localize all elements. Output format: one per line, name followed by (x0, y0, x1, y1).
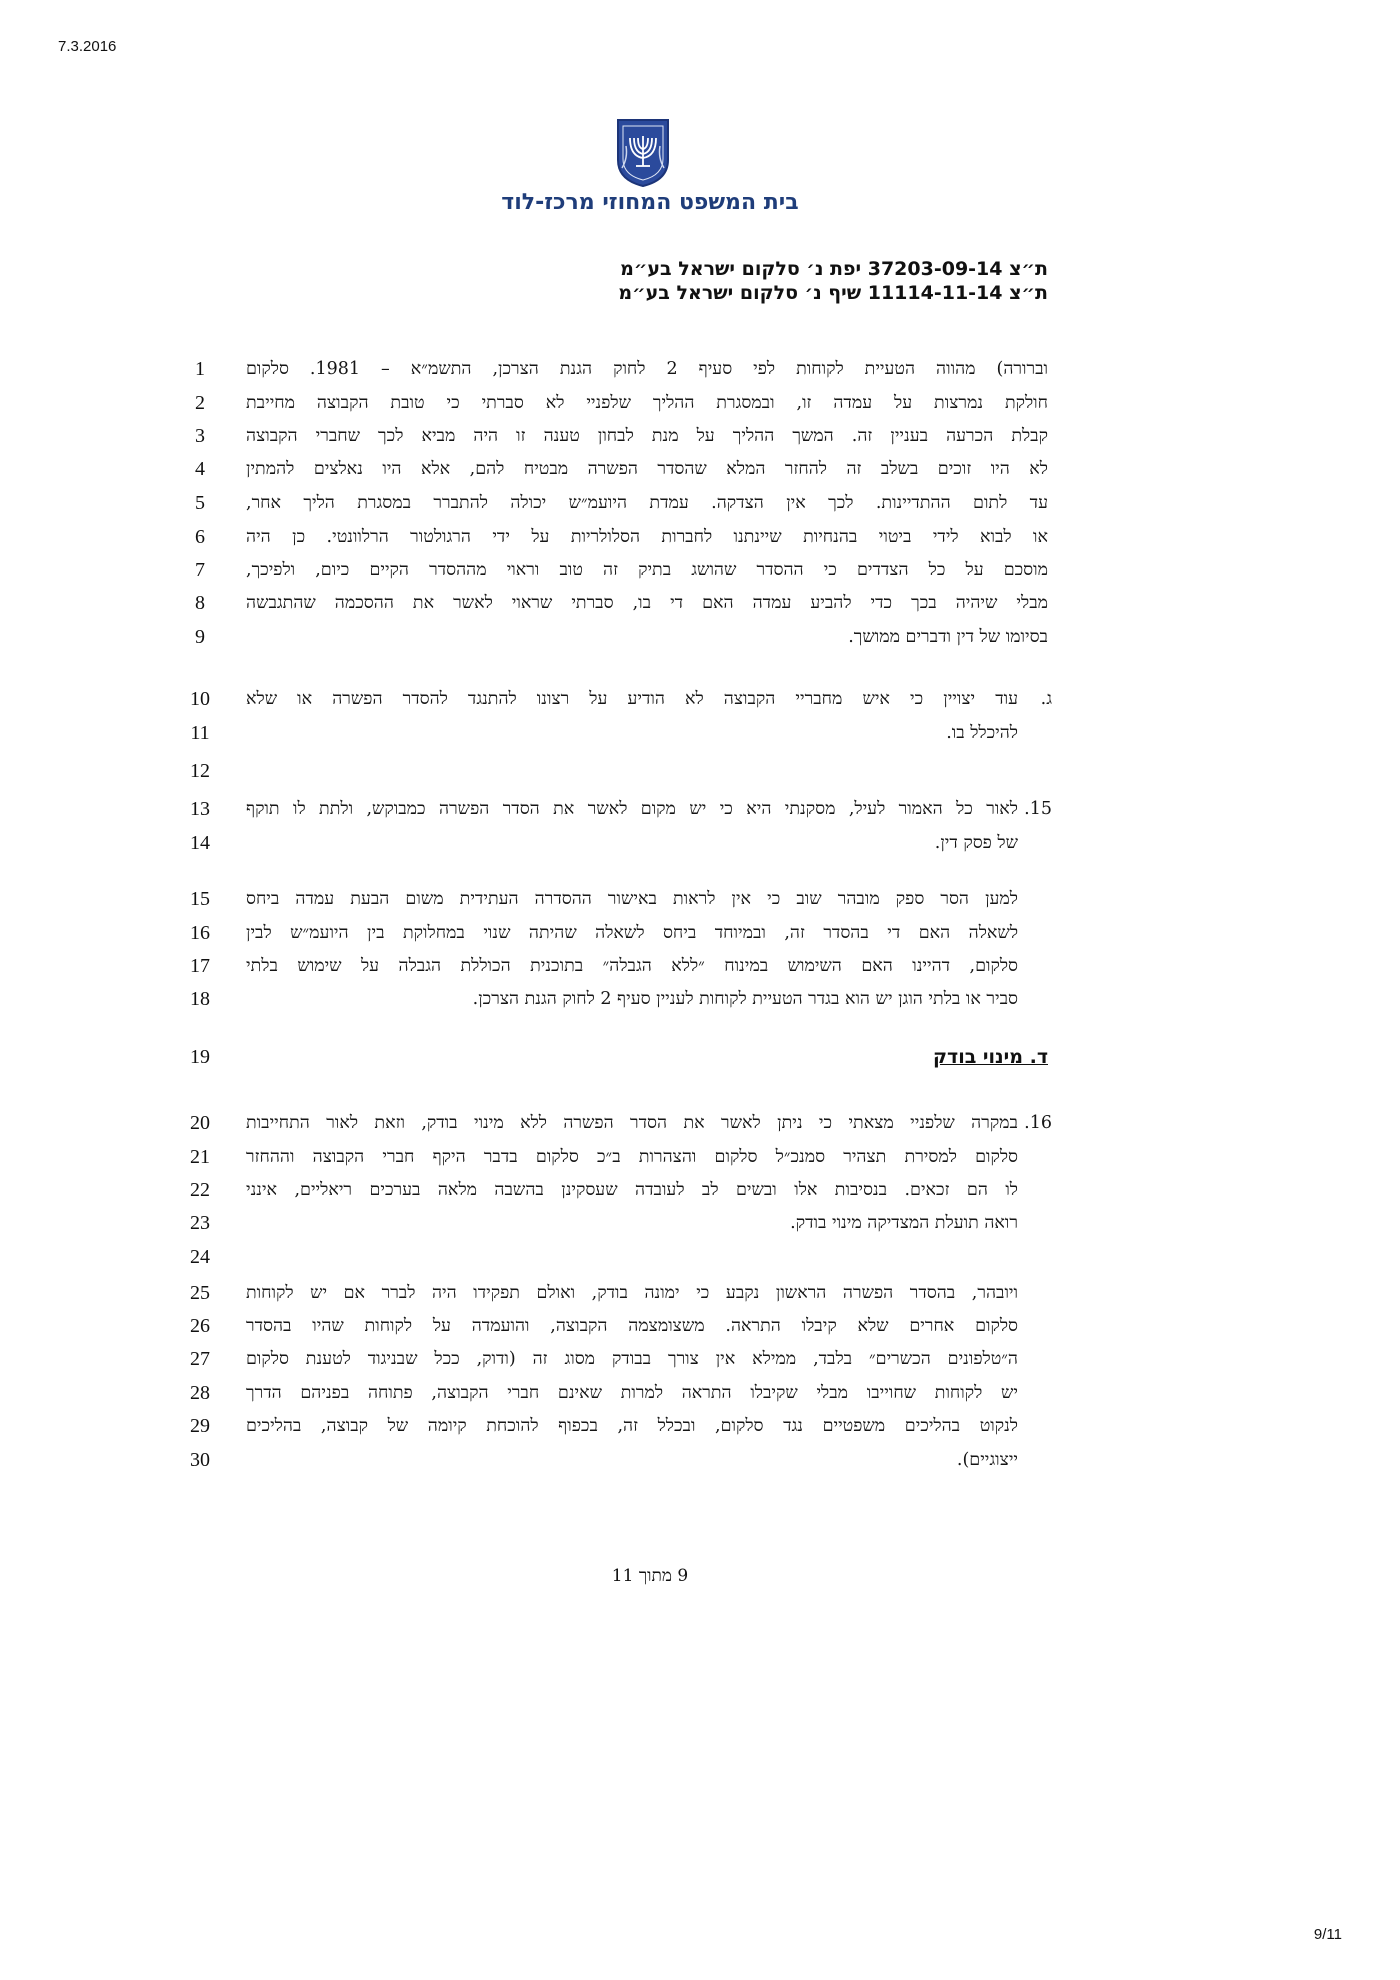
line-number: 23 (190, 1212, 210, 1234)
line-number: 24 (190, 1246, 210, 1268)
line-number: 18 (190, 988, 210, 1010)
line-number: 17 (190, 955, 210, 977)
body-text-line: לא היו זוכים בשלב זה להחזר המלא שהסדר הפשרה מבטיח להם, אלא היו נאלצים להמתין (246, 459, 1048, 479)
body-text-line: רואה תועלת המצדיקה מינוי בודק. (790, 1213, 1018, 1233)
body-text-line: וברורה) מהווה הטעיית לקוחות לפי סעיף 2 לחוק הגנת הצרכן, התשמ״א – 1981. סלקום (246, 359, 1048, 379)
body-text-line: חולקת נמרצות על עמדה זו, ובמסגרת ההליך שלפניי לא סברתי כי טובת הקבוצה מחייבת (246, 393, 1048, 413)
body-text-line: במקרה שלפניי מצאתי כי ניתן לאשר את הסדר הפשרה ללא מינוי בודק, וזאת לאור התחייבות (246, 1113, 1018, 1133)
paragraph-marker: ג. (1040, 689, 1052, 709)
body-text-line: סביר או בלתי הוגן יש הוא בגדר הטעיית לקוחות לעניין סעיף 2 לחוק הגנת הצרכן. (472, 989, 1018, 1009)
body-text-line: לנקוט בהליכים משפטיים נגד סלקום, ובכלל זה, בכפוף להוכחת קיומה של קבוצה, בהליכים (246, 1416, 1018, 1436)
section-heading: ד. מינוי בודק (933, 1046, 1048, 1068)
line-number: 28 (190, 1382, 210, 1404)
body-text-line: לאור כל האמור לעיל, מסקנתי היא כי יש מקום לאשר את הסדר הפשרה כמבוקש, ולתת לו תוקף (246, 799, 1018, 819)
page-footer: 9 מתוך 11 (611, 1566, 689, 1586)
body-text-line: עוד יצויין כי איש מחבריי הקבוצה לא הודיע על רצונו להתנגד להסדר הפשרה או שלא (246, 689, 1018, 709)
body-text-line: בסיומו של דין ודברים ממושך. (848, 627, 1048, 647)
print-date: 7.3.2016 (58, 38, 117, 55)
body-text-line: עד לתום ההתדיינות. לכך אין הצדקה. עמדת היועמ״ש יכולה להתברר במסגרת הליך אחר, (246, 493, 1048, 513)
page-counter: 9/11 (1313, 1926, 1342, 1943)
line-number: 2 (195, 392, 205, 414)
case-number-2: ת״צ 11114-11-14 שיף נ׳ סלקום ישראל בע״מ (618, 282, 1048, 304)
line-number: 29 (190, 1415, 210, 1437)
body-text-line: סלקום למסירת תצהיר סמנכ״ל סלקום והצהרות ב״כ סלקום בדבר היקף חברי הקבוצה וההחזר (246, 1147, 1018, 1167)
body-text-line: ה״טלפונים הכשרים״ בלבד, ממילא אין צורך בבודק מסוג זה (ודוק, ככל שבניגוד לטענת סלקום (246, 1349, 1018, 1369)
line-number: 9 (195, 626, 205, 648)
line-number: 20 (190, 1112, 210, 1134)
body-text-line: של פסק דין. (934, 833, 1018, 853)
body-text-line: מוסכם על כל הצדדים כי ההסדר שהושג בתיק זה טוב וראוי מההסדר הקיים כיום, ולפיכך, (246, 560, 1048, 580)
line-number: 22 (190, 1179, 210, 1201)
paragraph-number: 16. (1024, 1113, 1052, 1133)
body-text-line: ייצוגיים). (956, 1450, 1018, 1470)
line-number: 5 (195, 492, 205, 514)
body-text-line: סלקום, דהיינו האם השימוש במינוח ״ללא הגבלה״ בתוכנית הכוללת הגבלה על שימוש בלתי (246, 956, 1018, 976)
line-number: 10 (190, 688, 210, 710)
line-number: 19 (190, 1046, 210, 1068)
paragraph-number: 15. (1024, 799, 1052, 819)
body-text-line: מבלי שיהיה בכך כדי להביע עמדה האם די בו, סברתי שראוי לאשר את ההסכמה שהתגבשה (246, 593, 1048, 613)
line-number: 3 (195, 425, 205, 447)
body-text-line: למען הסר ספק מובהר שוב כי אין לראות באישור ההסדרה העתידית משום הבעת עמדה ביחס (246, 889, 1018, 909)
line-number: 8 (195, 592, 205, 614)
line-number: 1 (195, 358, 205, 380)
line-number: 16 (190, 922, 210, 944)
body-text-line: או לבוא לידי ביטוי בהנחיות שיינתנו לחברות הסלולריות על ידי הרגולטור הרלוונטי. כן היה (246, 527, 1048, 547)
line-number: 27 (190, 1348, 210, 1370)
body-text-line: קבלת הכרעה בעניין זה. המשך ההליך על מנת לבחון טענה זו היה מביא לכך שחברי הקבוצה (246, 426, 1048, 446)
body-text-line: סלקום אחרים שלא קיבלו התראה. משצומצמה הקבוצה, והועמדה על לקוחות שהיו בהסדר (246, 1316, 1018, 1336)
line-number: 25 (190, 1282, 210, 1304)
state-emblem-icon (614, 118, 672, 188)
line-number: 26 (190, 1315, 210, 1337)
line-number: 14 (190, 832, 210, 854)
line-number: 7 (195, 559, 205, 581)
line-number: 13 (190, 798, 210, 820)
line-number: 30 (190, 1449, 210, 1471)
line-number: 6 (195, 526, 205, 548)
court-name: בית המשפט המחוזי מרכז-לוד (501, 190, 799, 215)
line-number: 12 (190, 760, 210, 782)
body-text-line: יש לקוחות שחוייבו מבלי שקיבלו התראה למרות שאינם חברי הקבוצה, פתוחה בפניהם הדרך (246, 1383, 1018, 1403)
line-number: 11 (190, 722, 210, 744)
line-number: 4 (195, 458, 205, 480)
case-number-1: ת״צ 37203-09-14 יפת נ׳ סלקום ישראל בע״מ (620, 258, 1048, 280)
body-text-line: לשאלה האם די בהסדר זה, ובמיוחד ביחס לשאלה שהיתה שנוי במחלוקת בין היועמ״ש לבין (246, 923, 1018, 943)
body-text-line: להיכלל בו. (946, 723, 1018, 743)
line-number: 15 (190, 888, 210, 910)
body-text-line: ויובהר, בהסדר הפשרה הראשון נקבע כי ימונה בודק, ואולם תפקידו היה לברר אם יש לקוחות (246, 1283, 1018, 1303)
line-number: 21 (190, 1146, 210, 1168)
body-text-line: לו הם זכאים. בנסיבות אלו ובשים לב לעובדה שעסקינן בהשבה מלאה בערכים ריאליים, אינני (246, 1180, 1018, 1200)
